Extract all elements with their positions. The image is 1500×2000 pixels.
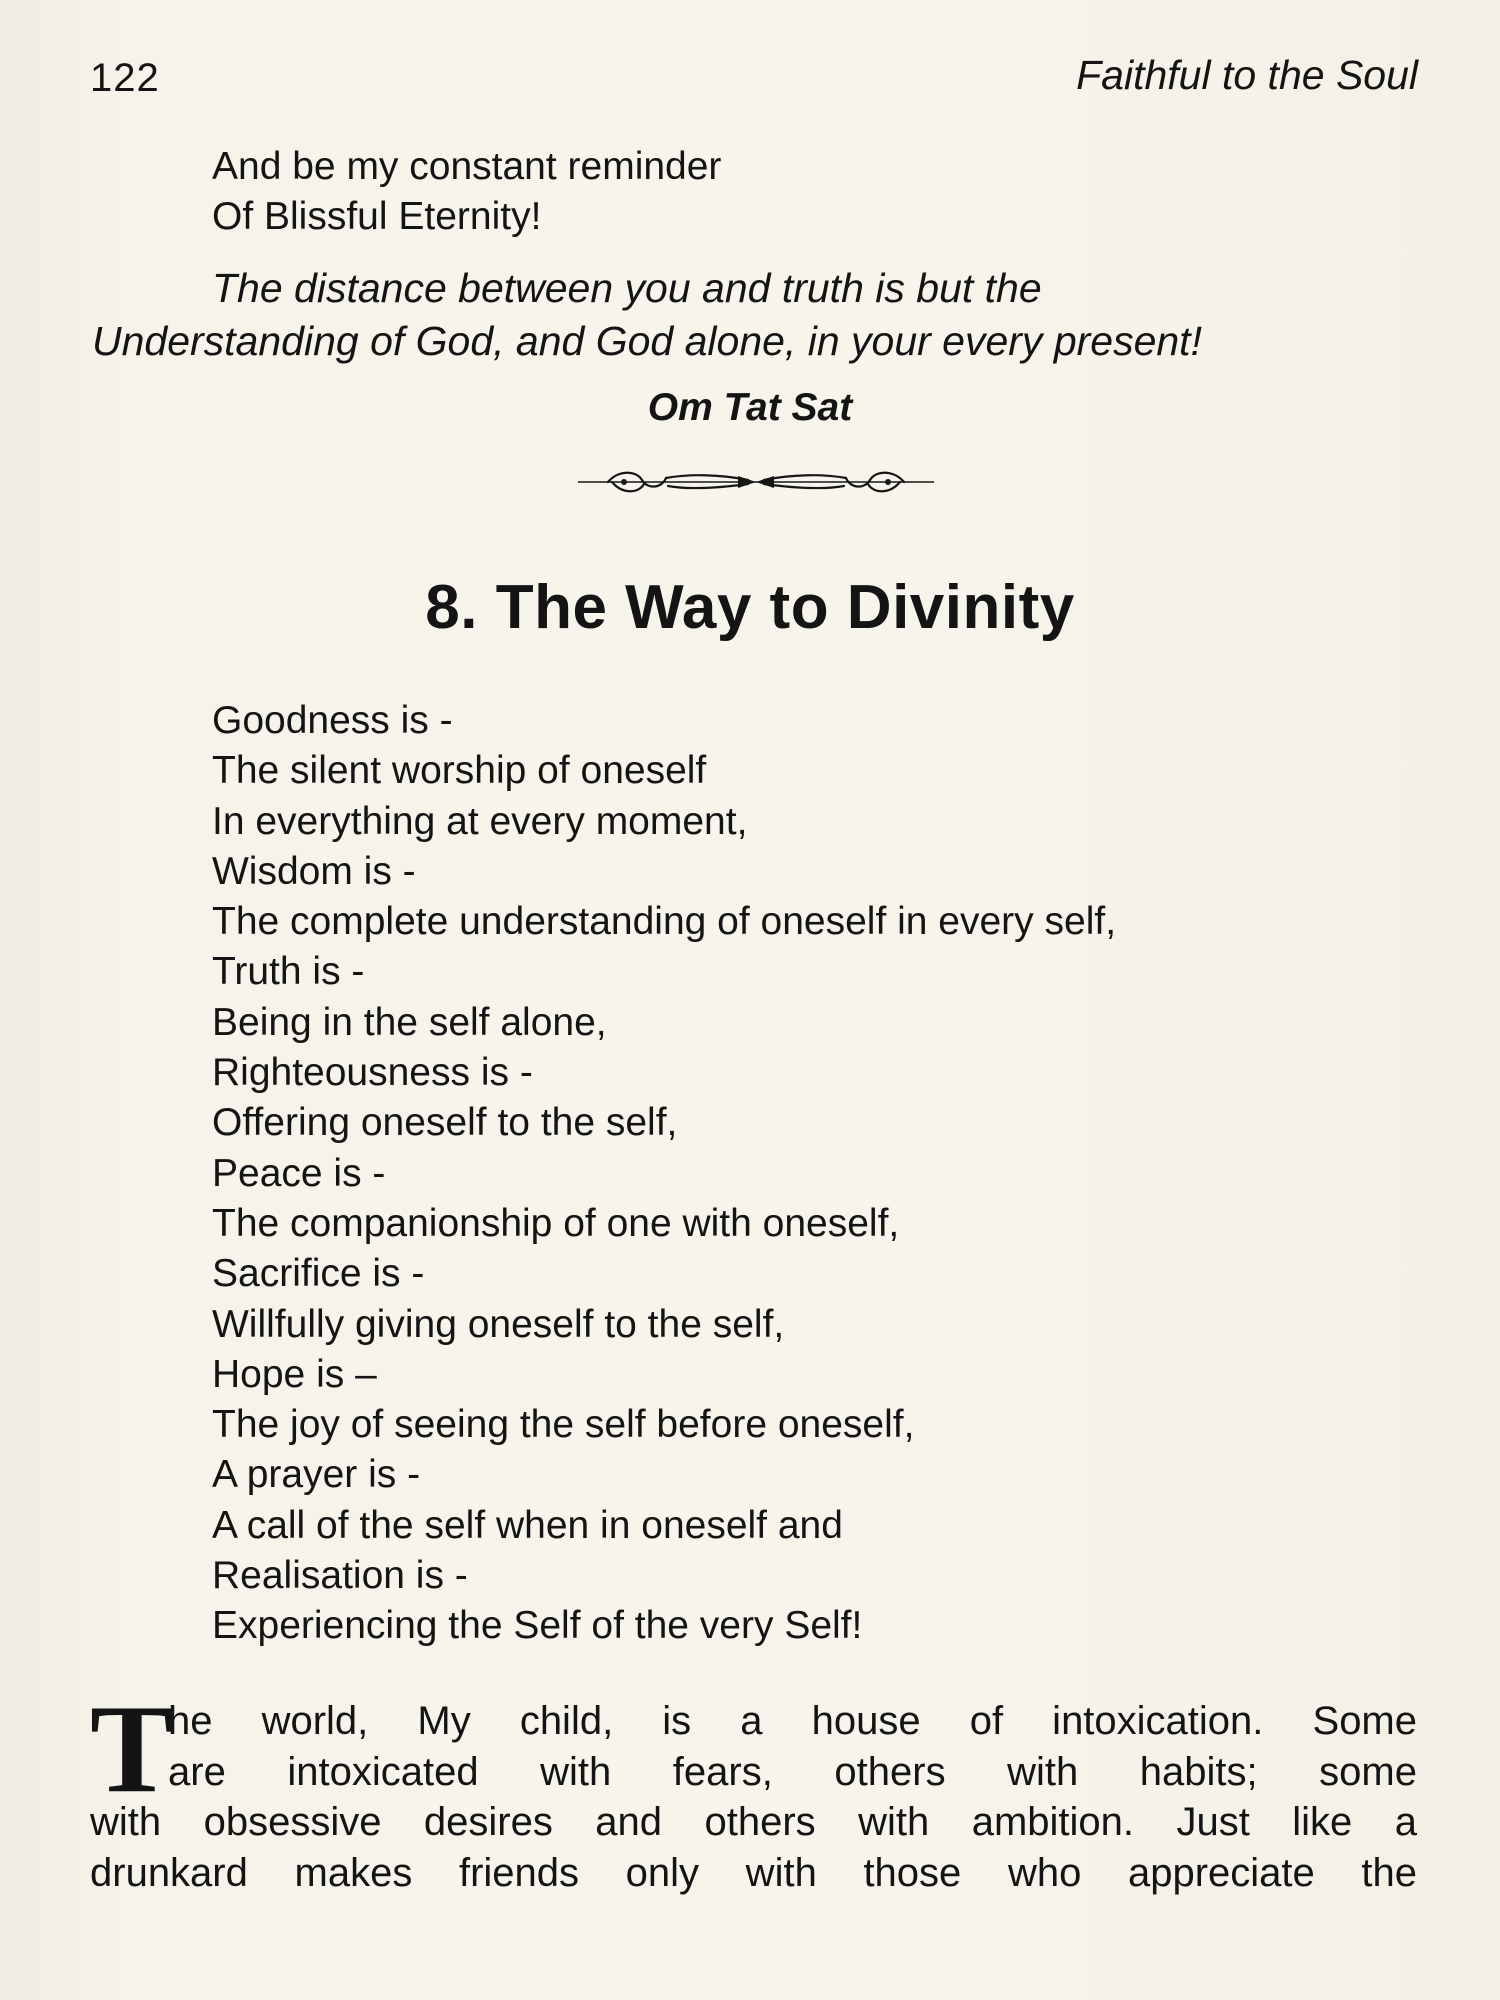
poem-line: The companionship of one with oneself, [212, 1201, 900, 1245]
running-title: Faithful to the Soul [1076, 52, 1418, 98]
poem-line: Willfully giving oneself to the self, [212, 1302, 785, 1346]
poem-line: The silent worship of oneself [212, 749, 707, 793]
chapter-title: 8. The Way to Divinity [425, 573, 1075, 642]
poem-line: And be my constant reminder [212, 145, 722, 188]
paragraph-line: are intoxicated with fears, others with habits; some [168, 1749, 1417, 1794]
paragraph-line: drunkard makes friends only with those who appreciate the [90, 1850, 1417, 1895]
poem-line: Realisation is - [212, 1554, 468, 1598]
chapter-poem [212, 696, 1116, 1652]
poem-line: Being in the self alone, [212, 1000, 607, 1044]
prose-line: Understanding of God, and God alone, in your every present! [92, 318, 1202, 364]
poem-line: A prayer is - [212, 1453, 421, 1497]
flourish-divider-icon [578, 466, 934, 498]
intro-prose [92, 262, 1417, 368]
intro-poem [212, 142, 721, 243]
closing-mantra: Om Tat Sat [647, 386, 853, 429]
paragraph-line: he world, My child, is a house of intoxication. Some [168, 1699, 1417, 1743]
poem-line: The complete understanding of oneself in every self, [212, 900, 1117, 944]
poem-line: Goodness is - [212, 699, 453, 742]
poem-line: In everything at every moment, [212, 799, 748, 843]
poem-line: Sacrifice is - [212, 1252, 425, 1296]
poem-line: Wisdom is - [212, 849, 416, 893]
poem-line: Hope is – [212, 1352, 377, 1396]
drop-cap: T [90, 1680, 175, 1819]
page-header [90, 52, 1418, 112]
poem-line: The joy of seeing the self before oneself, [212, 1403, 915, 1447]
poem-line: Righteousness is - [212, 1051, 533, 1095]
poem-line: Of Blissful Eternity! [212, 195, 542, 239]
poem-line: A call of the self when in oneself and [212, 1503, 843, 1547]
poem-line: Truth is - [212, 950, 365, 994]
paragraph-line: with obsessive desires and others with ambition. Just like a [90, 1800, 1417, 1844]
page-number: 122 [90, 56, 160, 100]
poem-line: Peace is - [212, 1151, 386, 1195]
prose-line: The distance between you and truth is but the [212, 265, 1042, 311]
body-paragraph [90, 1680, 1417, 1898]
poem-line: Offering oneself to the self, [212, 1101, 678, 1145]
poem-line: Experiencing the Self of the very Self! [212, 1604, 863, 1648]
